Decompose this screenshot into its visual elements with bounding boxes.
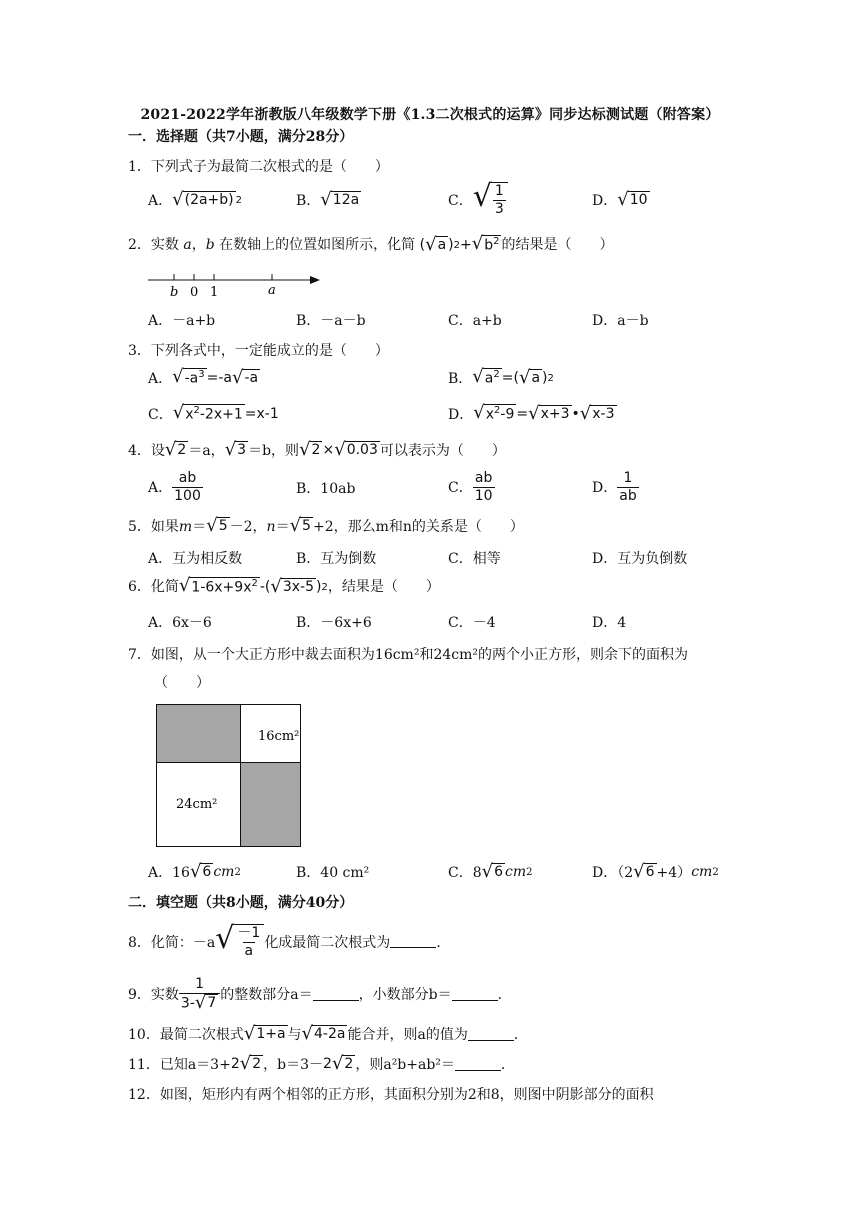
math-expr: $\frac{1}{ab}$ bbox=[619, 470, 637, 504]
math-expr: √ $x^2-9$ = √ x+3 • √ x-3 bbox=[473, 402, 615, 424]
question-4: 4．设 √ 2 ＝a， √ 3 ＝b，则 √ 2 × √ 0.03 可以表示为（ ） bbox=[128, 439, 506, 460]
answer-blank[interactable] bbox=[468, 1028, 514, 1041]
q2-option-d[interactable]: D．a－b bbox=[592, 313, 649, 329]
section-1-heading: 一．选择题（共7小题，满分28分） bbox=[128, 129, 354, 145]
q6-option-d[interactable]: D．4 bbox=[592, 615, 627, 631]
label-24cm2: 24cm² bbox=[176, 797, 218, 812]
question-12: 12．如图，矩形内有两个相邻的正方形，其面积分别为2和8，则图中阴影部分的面积 bbox=[128, 1087, 654, 1103]
q4-option-a[interactable]: A． $\frac{ab}{100}$ bbox=[148, 470, 201, 504]
q3-option-b[interactable]: B． √ $a^2$ =( √ a ) 2 bbox=[448, 366, 554, 388]
question-1: 1．下列式子为最简二次根式的是（ ） bbox=[128, 159, 389, 175]
section-2-heading: 二．填空题（共8小题，满分40分） bbox=[128, 895, 354, 911]
q3-option-a[interactable]: A． √ $-a^3$ =-a √ -a bbox=[148, 366, 259, 388]
math-expr: √ 10 bbox=[617, 188, 648, 210]
q3-option-d[interactable]: D． √ $x^2-9$ = √ x+3 • √ x-3 bbox=[448, 402, 615, 424]
q3-option-c[interactable]: C． √ $x^2-2x+1$ =x-1 bbox=[148, 402, 279, 424]
math-expr: $\frac{ab}{10}$ bbox=[474, 470, 493, 504]
question-8: 8．化简：－a √ $\frac{-1}{a}$ 化成最简二次根式为 ． bbox=[128, 921, 451, 959]
tick-label-0: 0 bbox=[190, 285, 199, 300]
math-expr: √ $a^2$ =( √ a ) 2 bbox=[472, 366, 554, 388]
question-7: 7．如图，从一个大正方形中裁去面积为16cm²和24cm²的两个小正方形，则余下的面积为 bbox=[128, 647, 688, 663]
q2-option-c[interactable]: C．a+b bbox=[448, 313, 502, 329]
math-expr: √ 12a bbox=[320, 188, 360, 210]
option-label: A． bbox=[148, 193, 173, 209]
q2-option-b[interactable]: B．－a－b bbox=[296, 313, 366, 329]
answer-blank[interactable] bbox=[313, 988, 359, 1001]
q6-option-a[interactable]: A．6x－6 bbox=[148, 615, 212, 631]
q6-option-b[interactable]: B．－6x+6 bbox=[296, 615, 372, 631]
question-5: 5．如果m＝ √ 5 －2，n＝ √ 5 +2，那么m和n的关系是（ ） bbox=[128, 515, 524, 536]
math-expr: √ $-a^3$ =-a √ -a bbox=[172, 366, 259, 388]
q4-option-c[interactable]: C． $\frac{ab}{10}$ bbox=[448, 470, 493, 504]
q1-option-d[interactable] bbox=[592, 190, 650, 210]
question-10: 10．最简二次根式 √ 1+a 与 √ 4-2a 能合并，则a的值为 ． bbox=[128, 1022, 528, 1044]
option-label: C． bbox=[448, 192, 473, 209]
q4-option-b[interactable]: B．10ab bbox=[296, 481, 356, 497]
q7-option-c[interactable]: C．8 √ 6 cm 2 bbox=[448, 860, 533, 882]
question-6: 6．化简 √ $1-6x+9x^2$ -( √ 3x-5 ) 2 ，结果是（ ） bbox=[128, 575, 440, 597]
tick-label-b: b bbox=[170, 285, 179, 300]
answer-blank[interactable] bbox=[455, 1058, 501, 1071]
q2-option-a[interactable]: A．－a+b bbox=[148, 313, 216, 329]
q7-option-a[interactable]: A．16 √ 6 cm 2 bbox=[148, 860, 241, 882]
math-expr: √ $x^2-2x+1$ =x-1 bbox=[172, 402, 279, 423]
option-label: B． bbox=[296, 193, 321, 209]
page-title: 2021-2022学年浙教版八年级数学下册《1.3二次根式的运算》同步达标测试题（附答案） bbox=[140, 107, 720, 123]
math-expr: $\frac{ab}{100}$ bbox=[174, 470, 201, 504]
question-11: 11．已知a＝3+ 2 √ 2 ，b＝3－ 2 √ 2 ，则a²b+ab²＝ ． bbox=[128, 1052, 515, 1074]
tick-label-1: 1 bbox=[210, 285, 219, 300]
math-expr: √ (2a+b) 2 bbox=[172, 188, 243, 210]
label-16cm2: 16cm² bbox=[258, 729, 300, 744]
q7-option-d[interactable]: D．（2 √ 6 +4） cm 2 bbox=[592, 860, 719, 882]
math-expr: √ $\frac{1}{3}$ bbox=[473, 182, 508, 218]
question-9: 9．实数 1 3- √ 7 的整数部分a＝ ，小数部分b＝ ． bbox=[128, 976, 512, 1013]
q7-option-b[interactable]: B．40 cm² bbox=[296, 865, 370, 881]
option-label: D． bbox=[592, 193, 618, 209]
q5-option-c[interactable]: C．相等 bbox=[448, 551, 501, 567]
q5-option-b[interactable]: B．互为倒数 bbox=[296, 551, 377, 567]
q1-option-b[interactable] bbox=[296, 190, 361, 210]
q5-option-a[interactable]: A．互为相反数 bbox=[148, 551, 243, 567]
question-3: 3．下列各式中，一定能成立的是（ ） bbox=[128, 343, 389, 359]
question-2: 2．实数 a，b 在数轴上的位置如图所示，化简 ( √ a ) 2 + √ $b^2$ 的结果是（ ） bbox=[128, 232, 614, 255]
q4-option-d[interactable]: D． $\frac{1}{ab}$ bbox=[592, 470, 637, 504]
answer-blank[interactable] bbox=[390, 935, 436, 948]
tick-label-a: a bbox=[268, 283, 276, 298]
q1-option-a[interactable] bbox=[148, 190, 242, 210]
q6-option-c[interactable]: C．－4 bbox=[448, 615, 496, 631]
squares-figure bbox=[156, 704, 302, 848]
answer-blank[interactable] bbox=[452, 988, 498, 1001]
q1-option-c[interactable] bbox=[448, 179, 508, 218]
question-7-bracket: （ ） bbox=[154, 675, 210, 691]
q5-option-d[interactable]: D．互为负倒数 bbox=[592, 551, 688, 567]
number-line-figure bbox=[148, 266, 328, 302]
